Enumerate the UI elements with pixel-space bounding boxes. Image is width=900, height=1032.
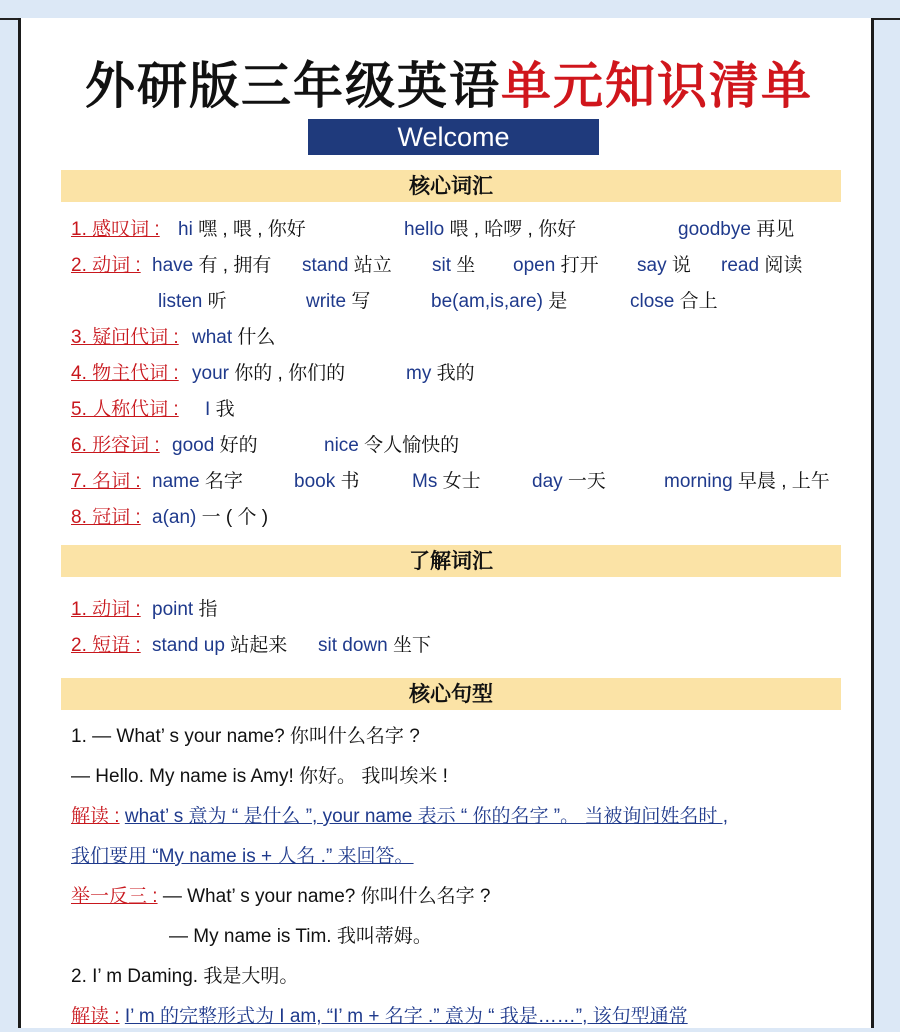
- section-core-sentences-header: 核心句型: [61, 678, 841, 710]
- core-vocab-row-7: [71, 431, 851, 461]
- word-item: book 书: [294, 471, 360, 492]
- category-label: 1. 感叹词 :: [71, 219, 160, 240]
- word-item: goodbye 再见: [678, 219, 795, 240]
- core-vocab-row-4: [71, 323, 851, 353]
- category-label: 5. 人称代词 :: [71, 399, 179, 420]
- category-label: 2. 短语 :: [71, 635, 141, 656]
- word-item: I 我: [205, 399, 235, 420]
- category-label: 7. 名词 :: [71, 471, 141, 492]
- word-item: sit 坐: [432, 255, 476, 276]
- word-item: stand up 站起来: [152, 635, 288, 656]
- word-item: name 名字: [152, 471, 243, 492]
- word-item: stand 站立: [302, 255, 392, 276]
- example-answer: — My name is Tim. 我叫蒂姆。: [169, 926, 432, 947]
- word-item: hello 喂 , 哈啰 , 你好: [404, 219, 577, 240]
- word-item: morning 早晨 , 上午: [664, 471, 830, 492]
- sentence-1: 1. — What’ s your name? 你叫什么名字 ?: [71, 726, 420, 747]
- know-vocab-row-2: [71, 631, 851, 661]
- note-text: 我们要用 “My name is + 人名 .” 来回答。: [71, 846, 414, 867]
- category-label: 1. 动词 :: [71, 599, 141, 620]
- note-1-line-2: [71, 842, 414, 872]
- word-item: sit down 坐下: [318, 635, 431, 656]
- word-item: be(am,is,are) 是: [431, 291, 568, 312]
- category-label: 2. 动词 :: [71, 255, 141, 276]
- word-item: a(an) 一 ( 个 ): [152, 507, 269, 528]
- category-label: 3. 疑问代词 :: [71, 327, 179, 348]
- word-item: point 指: [152, 599, 218, 620]
- worksheet: [18, 18, 874, 1028]
- category-label: 8. 冠词 :: [71, 507, 141, 528]
- top-strip: [0, 0, 900, 20]
- section-know-vocab-header: 了解词汇: [61, 545, 841, 577]
- example-label: 举一反三 :: [71, 886, 158, 907]
- sentence-1-answer: — Hello. My name is Amy! 你好。 我叫埃米 !: [71, 766, 448, 787]
- note-label: 解读 :: [71, 1006, 120, 1027]
- page-title: [21, 56, 877, 116]
- word-item: what 什么: [192, 327, 276, 348]
- know-vocab-row-1: [71, 595, 851, 625]
- core-vocab-row-8: [71, 467, 851, 497]
- note-text: what’ s 意为 “ 是什么 ”, your name 表示 “ 你的名字 ”。 当被询问姓名时 ,: [124, 806, 728, 827]
- core-vocab-row-6: [71, 395, 851, 425]
- word-item: Ms 女士: [412, 471, 481, 492]
- note-label: 解读 :: [71, 806, 120, 827]
- word-item: your 你的 , 你们的: [192, 363, 346, 384]
- title-part-2: 单元知识清单: [501, 57, 813, 115]
- word-item: good 好的: [172, 435, 258, 456]
- title-part-1: 外研版三年级英语: [85, 57, 501, 115]
- core-vocab-row-3: [71, 287, 851, 317]
- word-item: listen 听: [158, 291, 227, 312]
- core-vocab-row-5: [71, 359, 851, 389]
- note-text: I’ m 的完整形式为 I am, “I’ m + 名字 .” 意为 “ 我是……”, 该句型通常: [124, 1006, 688, 1027]
- word-item: nice 令人愉快的: [324, 435, 460, 456]
- word-item: my 我的: [406, 363, 475, 384]
- core-vocab-row-2: [71, 251, 851, 281]
- word-item: say 说: [637, 255, 691, 276]
- example-question-text: — What’ s your name? 你叫什么名字 ?: [162, 886, 491, 907]
- word-item: open 打开: [513, 255, 599, 276]
- word-item: hi 嘿 , 喂 , 你好: [178, 219, 306, 240]
- word-item: read 阅读: [721, 255, 803, 276]
- word-item: have 有 , 拥有: [152, 255, 272, 276]
- note-2: [71, 1002, 688, 1032]
- word-item: day 一天: [532, 471, 606, 492]
- word-item: close 合上: [630, 291, 718, 312]
- core-vocab-row-1: [71, 215, 851, 245]
- word-item: write 写: [306, 291, 371, 312]
- note-1-line-1: [71, 802, 728, 832]
- section-core-vocab-header: 核心词汇: [61, 170, 841, 202]
- core-vocab-row-9: [71, 503, 851, 533]
- category-label: 4. 物主代词 :: [71, 363, 179, 384]
- sentence-2: 2. I’ m Daming. 我是大明。: [71, 966, 299, 987]
- unit-badge: Welcome: [308, 119, 599, 155]
- example-question: [71, 882, 491, 912]
- category-label: 6. 形容词 :: [71, 435, 160, 456]
